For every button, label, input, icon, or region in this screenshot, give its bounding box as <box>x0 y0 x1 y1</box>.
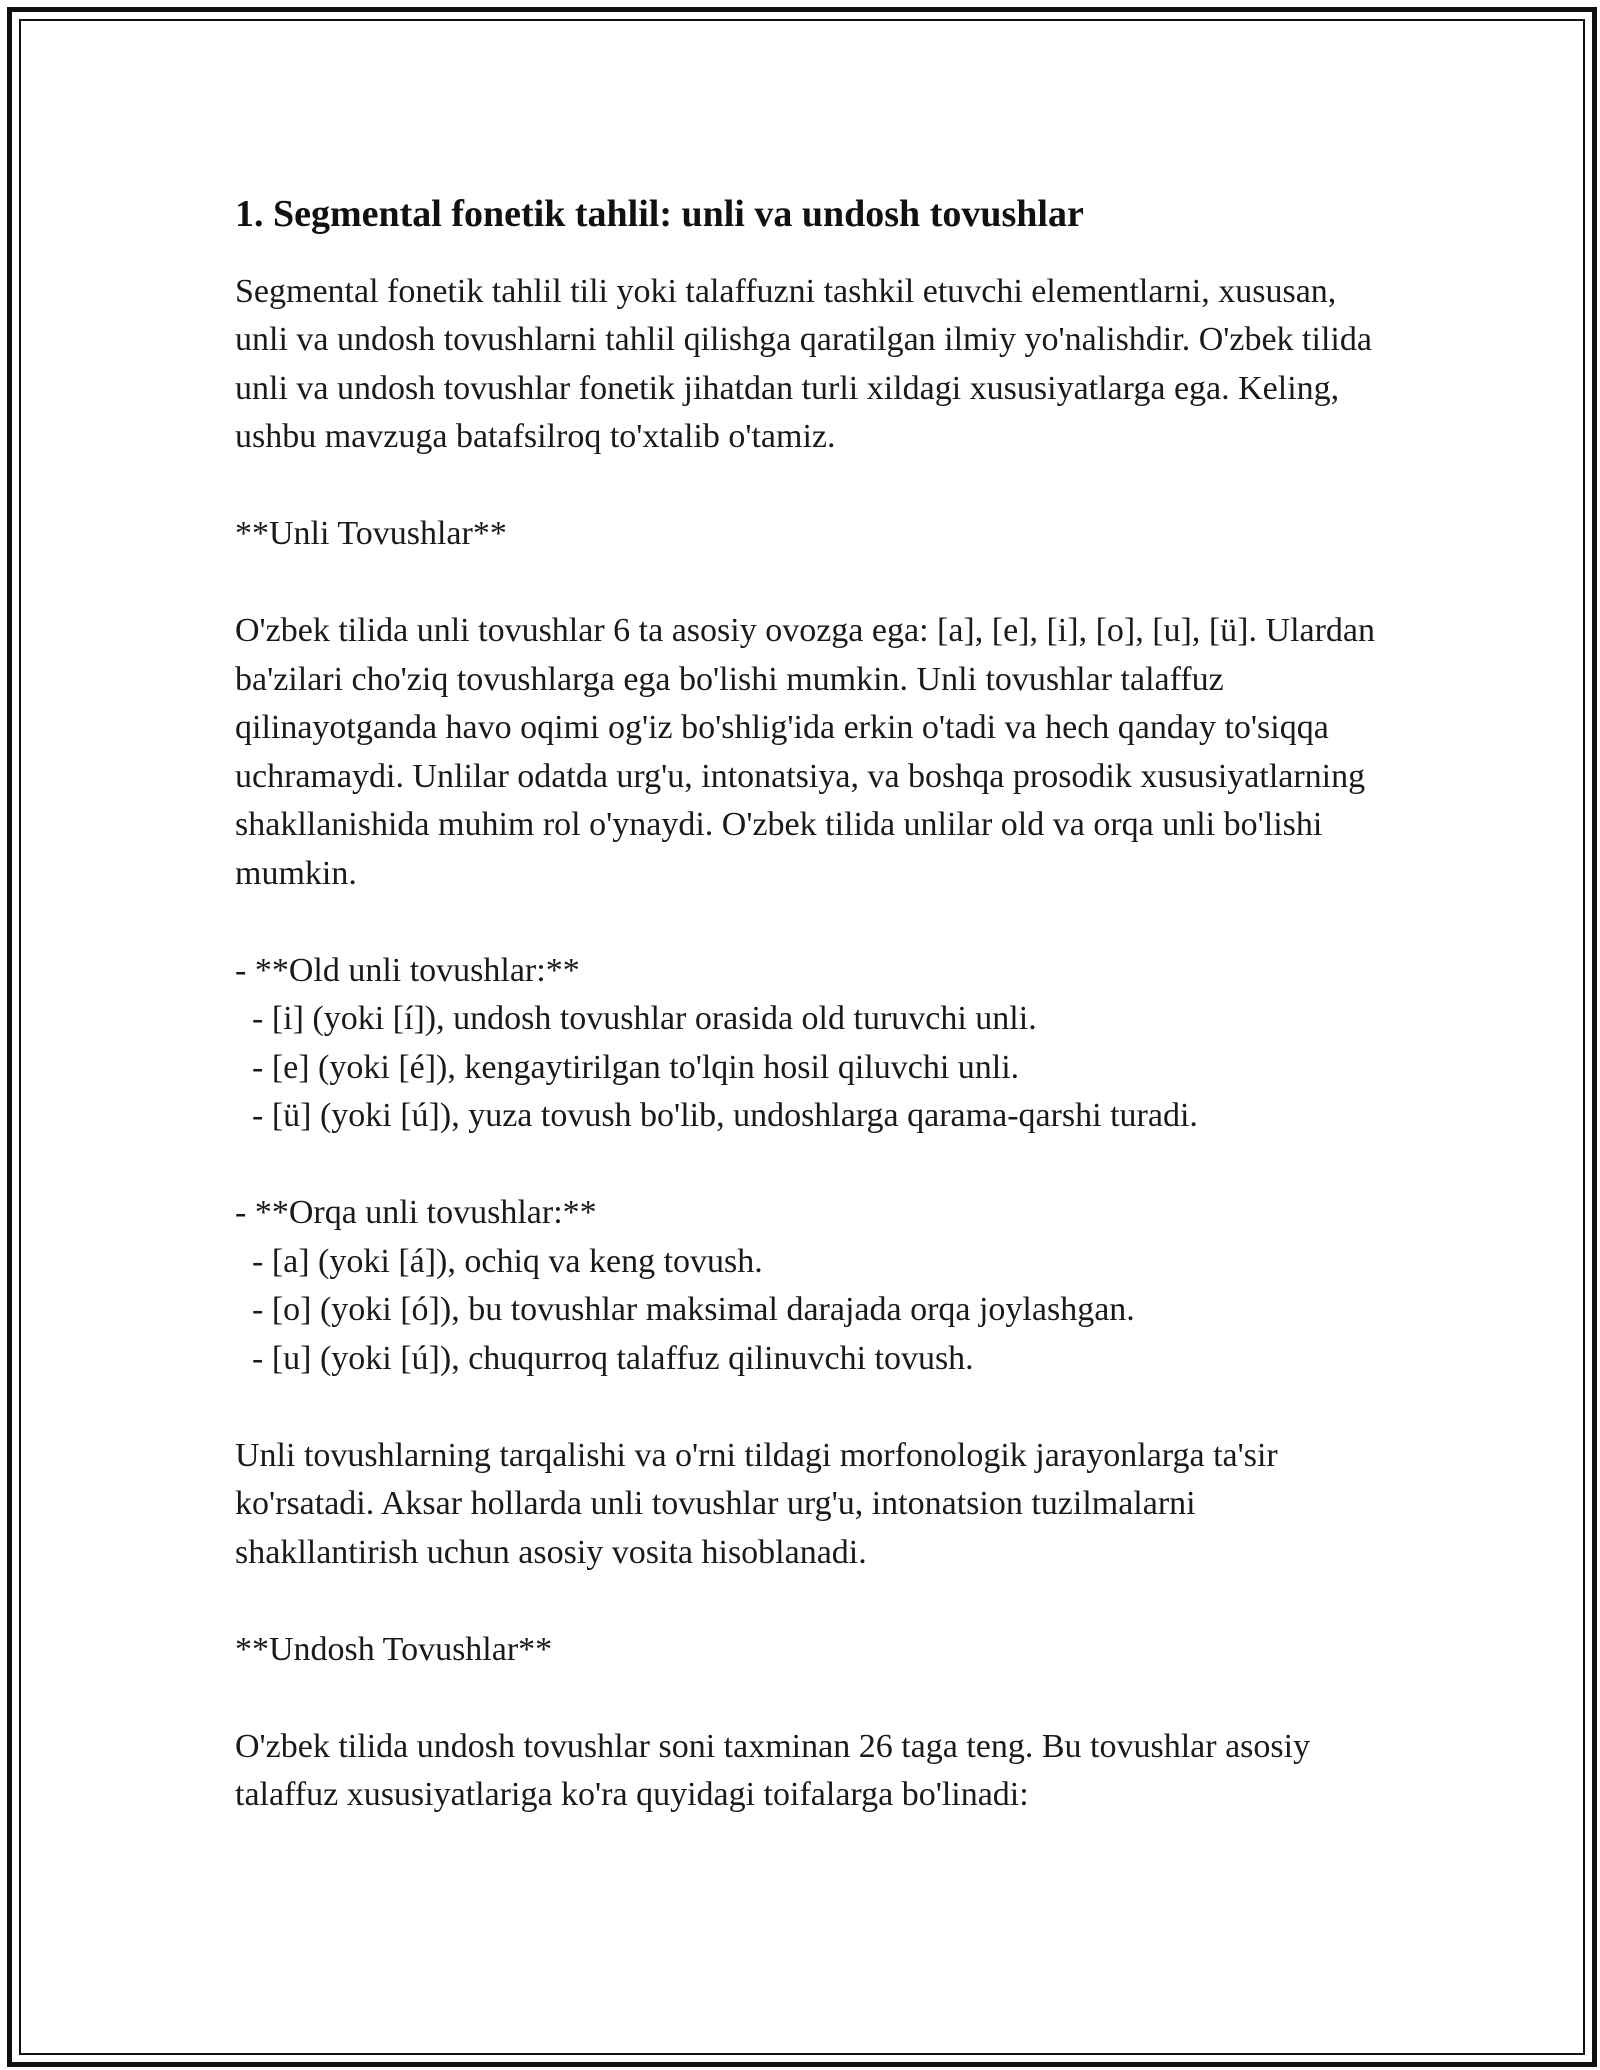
front-vowels-list-title: - **Old unli tovushlar:** <box>235 951 580 989</box>
list-item: - [e] (yoki [é]), kengaytirilgan to'lqin hosil qiluvchi unli. <box>235 1048 1020 1086</box>
spacer <box>235 1577 1385 1626</box>
spacer <box>235 898 1385 947</box>
spacer <box>235 1383 1385 1432</box>
list-item: - [ü] (yoki [ú]), yuza tovush bo'lib, undoshlarga qarama-qarshi turadi. <box>235 1097 1198 1135</box>
list-item: - [o] (yoki [ó]), bu tovushlar maksimal darajada orqa joylashgan. <box>235 1291 1135 1329</box>
consonants-heading: **Undosh Tovushlar** <box>235 1630 553 1668</box>
intro-paragraph: Segmental fonetik tahlil tili yoki talaffuzni tashkil etuvchi elementlarni, xususan, unli va undosh tovushlarni tahlil qilishga qaratilgan ilmiy yo'nalishdir. O'zbek tilida unli va undosh tovushlar fonetik jihatdan turli xildagi xususiyatlarga ega. Keling, ushbu mavzuga batafsilroq to'xtalib o'tamiz. <box>235 272 1372 456</box>
back-vowels-list <box>235 1189 1385 1383</box>
vowels-heading: **Unli Tovushlar** <box>235 515 507 553</box>
vowels-paragraph: O'zbek tilida unli tovushlar 6 ta asosiy ovozga ega: [a], [e], [i], [o], [u], [ü]. Ulardan ba'zilari cho'ziq tovushlarga ega bo'lishi mumkin. Unli tovushlar talaffuz qilinayotganda havo oqimi og'iz bo'shlig'ida erkin o'tadi va hech qanday to'siqqa uchramaydi. Unlilar odatda urg'u, intonatsiya, va boshqa prosodik xususiyatlarning shakllanishida muhim rol o'ynaydi. O'zbek tilida unlilar old va orqa unli bo'lishi mumkin. <box>235 612 1376 892</box>
spacer <box>235 559 1385 608</box>
front-vowels-list <box>235 947 1385 1141</box>
list-item: - [u] (yoki [ú]), chuqurroq talaffuz qilinuvchi tovush. <box>235 1339 974 1377</box>
vowels-conclusion-paragraph: Unli tovushlarning tarqalishi va o'rni tildagi morfonologik jarayonlarga ta'sir ko'rsatadi. Aksar hollarda unli tovushlar urg'u, intonatsion tuzilmalarni shakllantirish uchun asosiy vosita hisoblanadi. <box>235 1436 1278 1571</box>
spacer <box>235 1674 1385 1723</box>
list-item: - [i] (yoki [í]), undosh tovushlar orasida old turuvchi unli. <box>235 1000 1037 1038</box>
consonants-paragraph: O'zbek tilida undosh tovushlar soni taxminan 26 taga teng. Bu tovushlar asosiy talaffuz xususiyatlariga ko'ra quyidagi toifalarga bo'linadi: <box>235 1727 1311 1814</box>
list-item: - [a] (yoki [á]), ochiq va keng tovush. <box>235 1242 763 1280</box>
spacer <box>235 462 1385 511</box>
section-heading: 1. Segmental fonetik tahlil: unli va undosh tovushlar <box>235 193 1084 235</box>
document-body <box>235 180 1385 1820</box>
back-vowels-list-title: - **Orqa unli tovushlar:** <box>235 1194 597 1232</box>
spacer <box>235 1141 1385 1190</box>
